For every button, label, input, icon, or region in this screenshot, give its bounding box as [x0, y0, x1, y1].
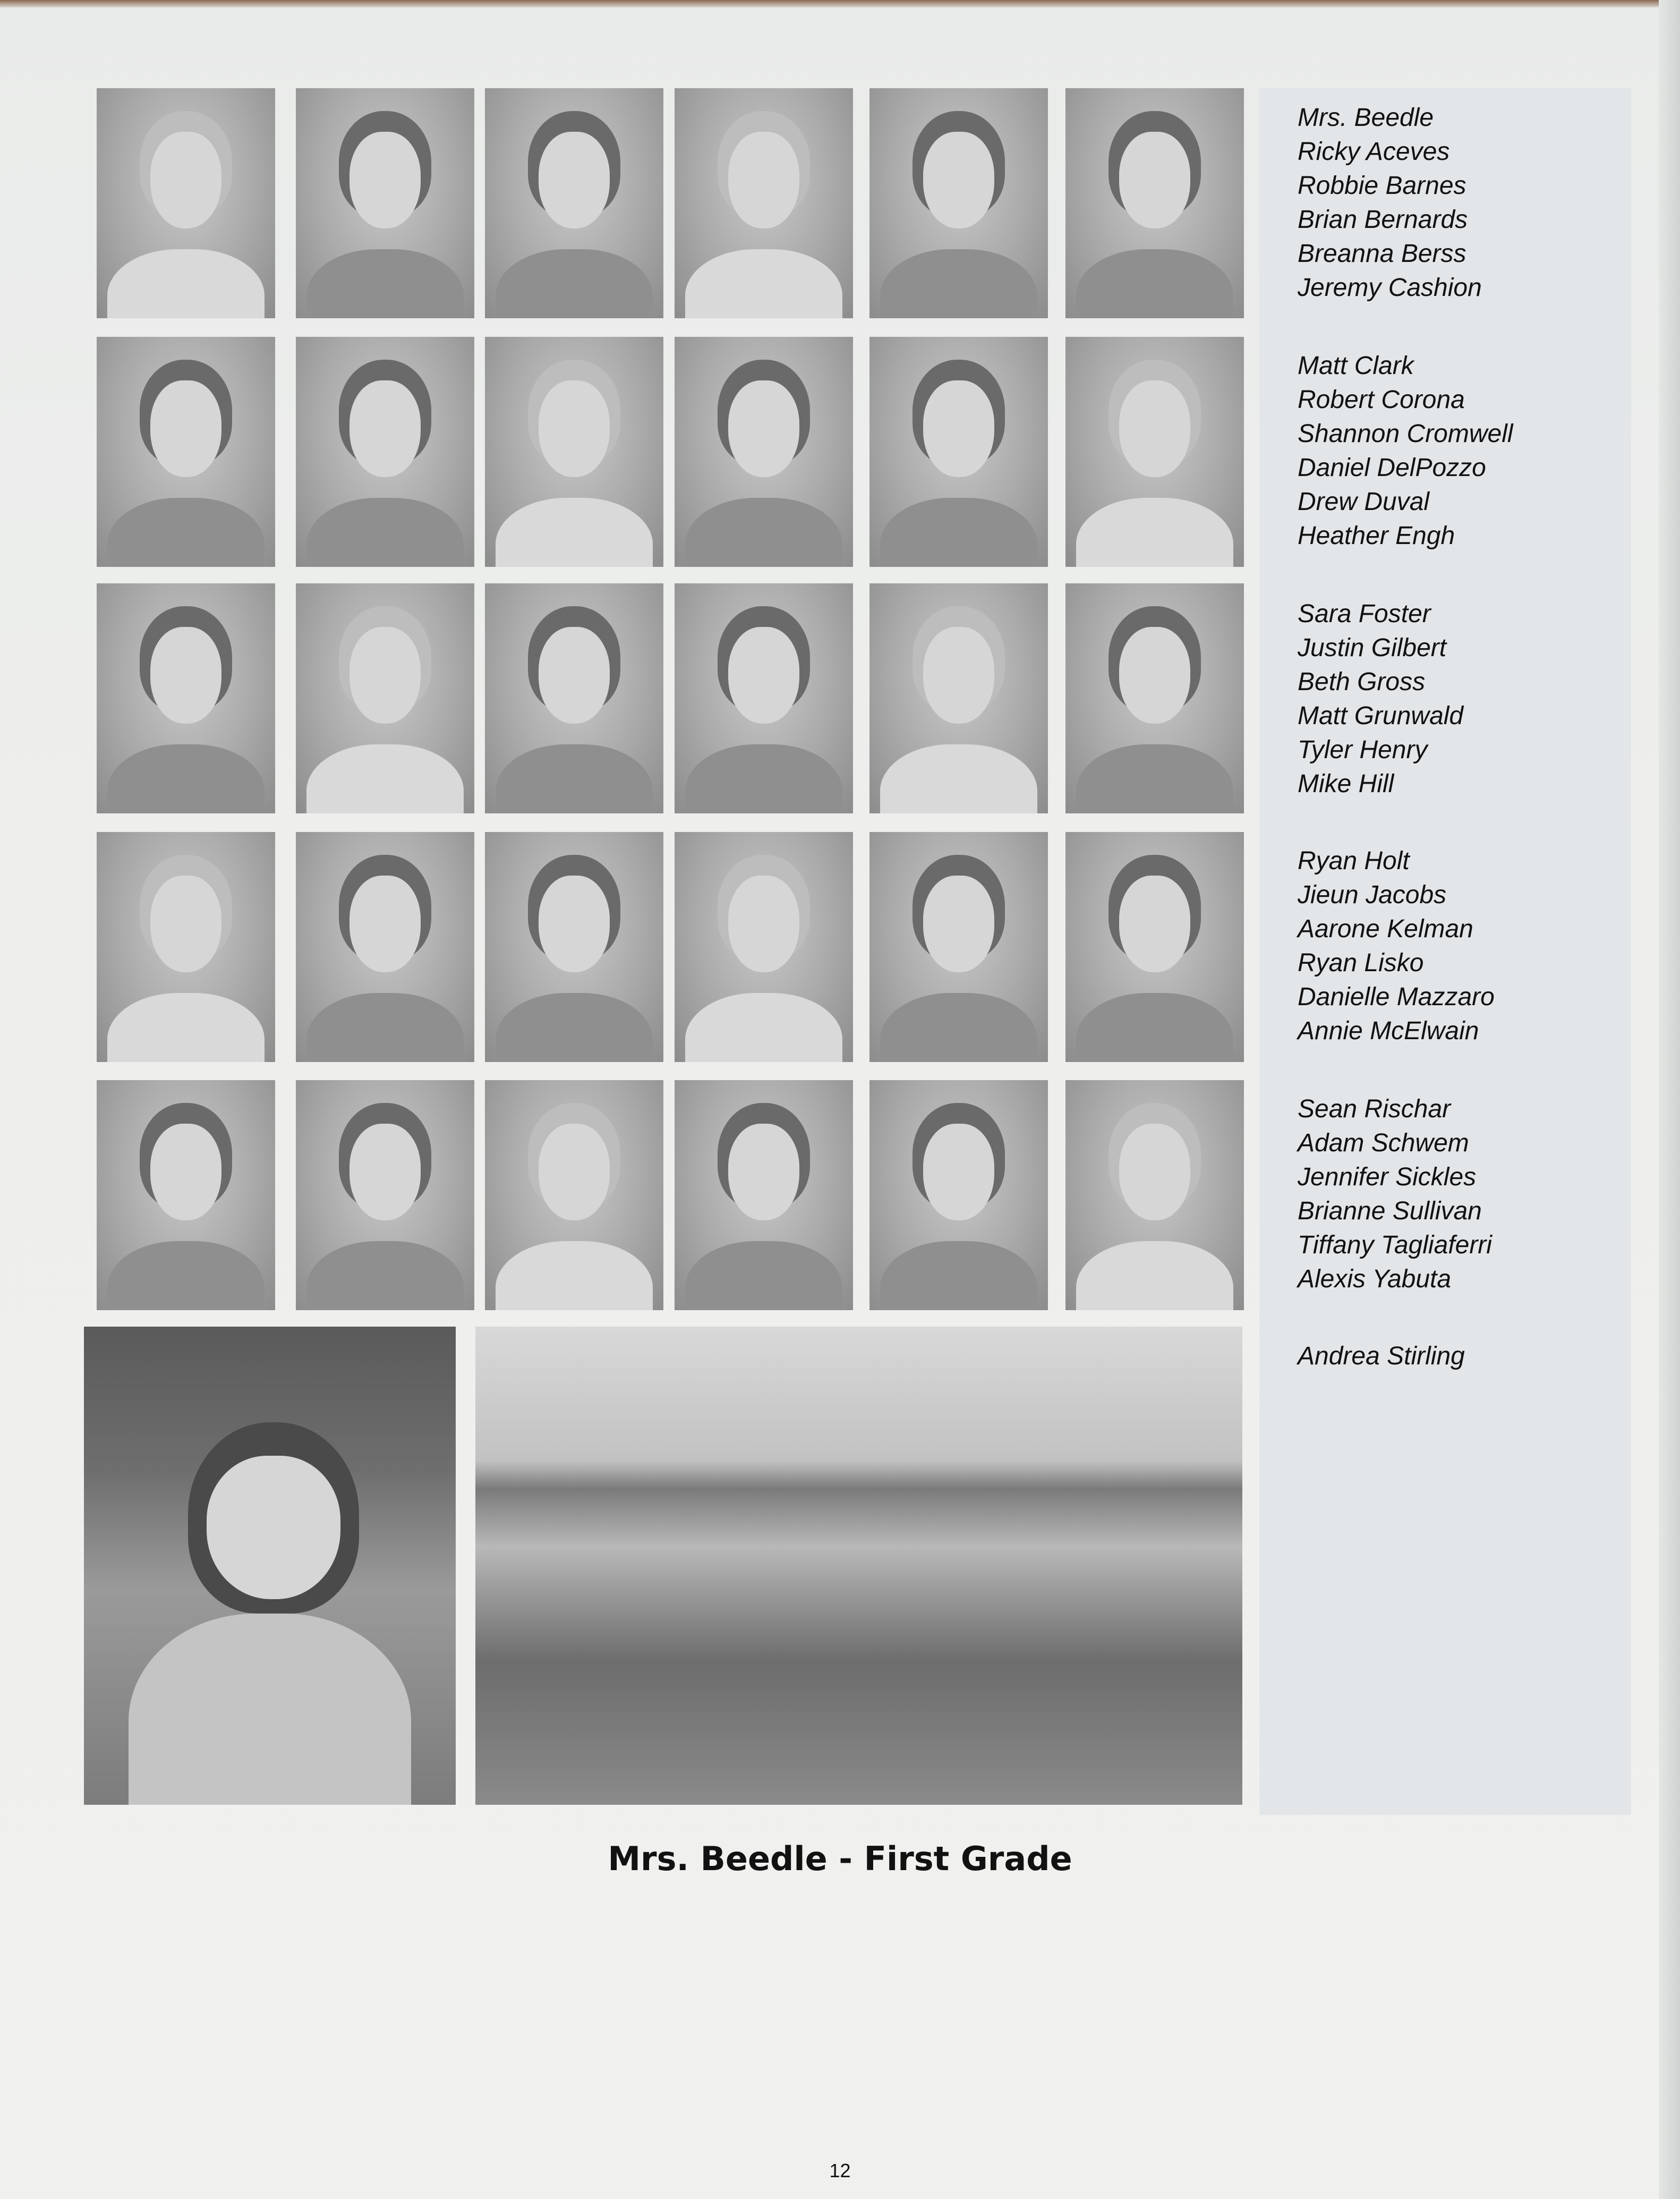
student-name: Beth Gross — [1298, 668, 1426, 696]
student-name: Robbie Barnes — [1298, 172, 1466, 200]
portrait-photo — [675, 88, 853, 318]
student-name: Matt Clark — [1298, 352, 1414, 380]
portrait-photo — [485, 1080, 663, 1310]
name-group — [1298, 1339, 1465, 1373]
page-number: 12 — [829, 2160, 851, 2181]
portrait-photo — [485, 337, 663, 567]
portrait-photo — [296, 337, 474, 567]
portrait-photo — [869, 832, 1048, 1062]
student-name: Annie McElwain — [1298, 1017, 1479, 1045]
student-name: Robert Corona — [1298, 386, 1465, 414]
name-group — [1298, 101, 1482, 305]
student-name: Mike Hill — [1298, 770, 1394, 798]
portrait-photo — [1065, 88, 1244, 318]
student-name: Adam Schwem — [1298, 1129, 1469, 1157]
candid-photo-class-outdoors — [475, 1327, 1242, 1805]
portrait-photo — [675, 583, 853, 813]
student-name: Tiffany Tagliaferri — [1298, 1231, 1492, 1259]
student-name: Shannon Cromwell — [1298, 420, 1513, 448]
student-name: Breanna Berss — [1298, 240, 1466, 268]
student-name: Ryan Lisko — [1298, 949, 1424, 977]
student-name: Sean Rischar — [1298, 1095, 1451, 1123]
student-name: Aarone Kelman — [1298, 915, 1473, 943]
portrait-photo — [675, 1080, 853, 1310]
portrait-photo — [485, 832, 663, 1062]
student-name: Sara Foster — [1298, 600, 1431, 628]
student-name: Mrs. Beedle — [1298, 104, 1434, 132]
portrait-photo — [296, 88, 474, 318]
portrait-photo — [675, 337, 853, 567]
portrait-photo — [97, 88, 275, 318]
portrait-photo — [869, 88, 1048, 318]
student-name: Ryan Holt — [1298, 847, 1410, 875]
portrait-photo — [97, 832, 275, 1062]
student-name: Jennifer Sickles — [1298, 1163, 1477, 1191]
portrait-photo — [869, 337, 1048, 567]
portrait-photo — [97, 1080, 275, 1310]
portrait-photo — [675, 832, 853, 1062]
student-name: Daniel DelPozzo — [1298, 454, 1486, 482]
portrait-photo — [869, 1080, 1048, 1310]
page-title: Mrs. Beedle - First Grade — [608, 1839, 1072, 1878]
student-name: Danielle Mazzaro — [1298, 983, 1495, 1011]
student-name: Jeremy Cashion — [1298, 274, 1482, 302]
student-name: Andrea Stirling — [1298, 1342, 1465, 1370]
page-top-edge — [0, 0, 1680, 7]
student-name: Jieun Jacobs — [1298, 881, 1447, 909]
portrait-photo — [1065, 337, 1244, 567]
student-name: Brianne Sullivan — [1298, 1197, 1482, 1225]
portrait-photo — [869, 583, 1048, 813]
student-name: Ricky Aceves — [1298, 138, 1450, 166]
name-group — [1298, 597, 1463, 801]
portrait-photo — [1065, 583, 1244, 813]
portrait-photo — [1065, 832, 1244, 1062]
name-group — [1298, 844, 1495, 1048]
student-name: Alexis Yabuta — [1298, 1265, 1452, 1293]
portrait-photo — [296, 583, 474, 813]
portrait-photo — [485, 88, 663, 318]
student-name: Tyler Henry — [1298, 736, 1428, 764]
student-name: Matt Grunwald — [1298, 702, 1464, 730]
candid-photo-student — [84, 1327, 456, 1805]
student-name: Brian Bernards — [1298, 206, 1468, 234]
portrait-photo — [97, 337, 275, 567]
portrait-photo — [97, 583, 275, 813]
portrait-photo — [296, 832, 474, 1062]
student-name: Justin Gilbert — [1298, 634, 1447, 662]
name-group — [1298, 1092, 1492, 1296]
portrait-photo — [1065, 1080, 1244, 1310]
name-group — [1298, 349, 1513, 553]
portrait-photo — [296, 1080, 474, 1310]
portrait-photo — [485, 583, 663, 813]
student-name: Heather Engh — [1298, 522, 1455, 550]
student-name: Drew Duval — [1298, 488, 1430, 516]
